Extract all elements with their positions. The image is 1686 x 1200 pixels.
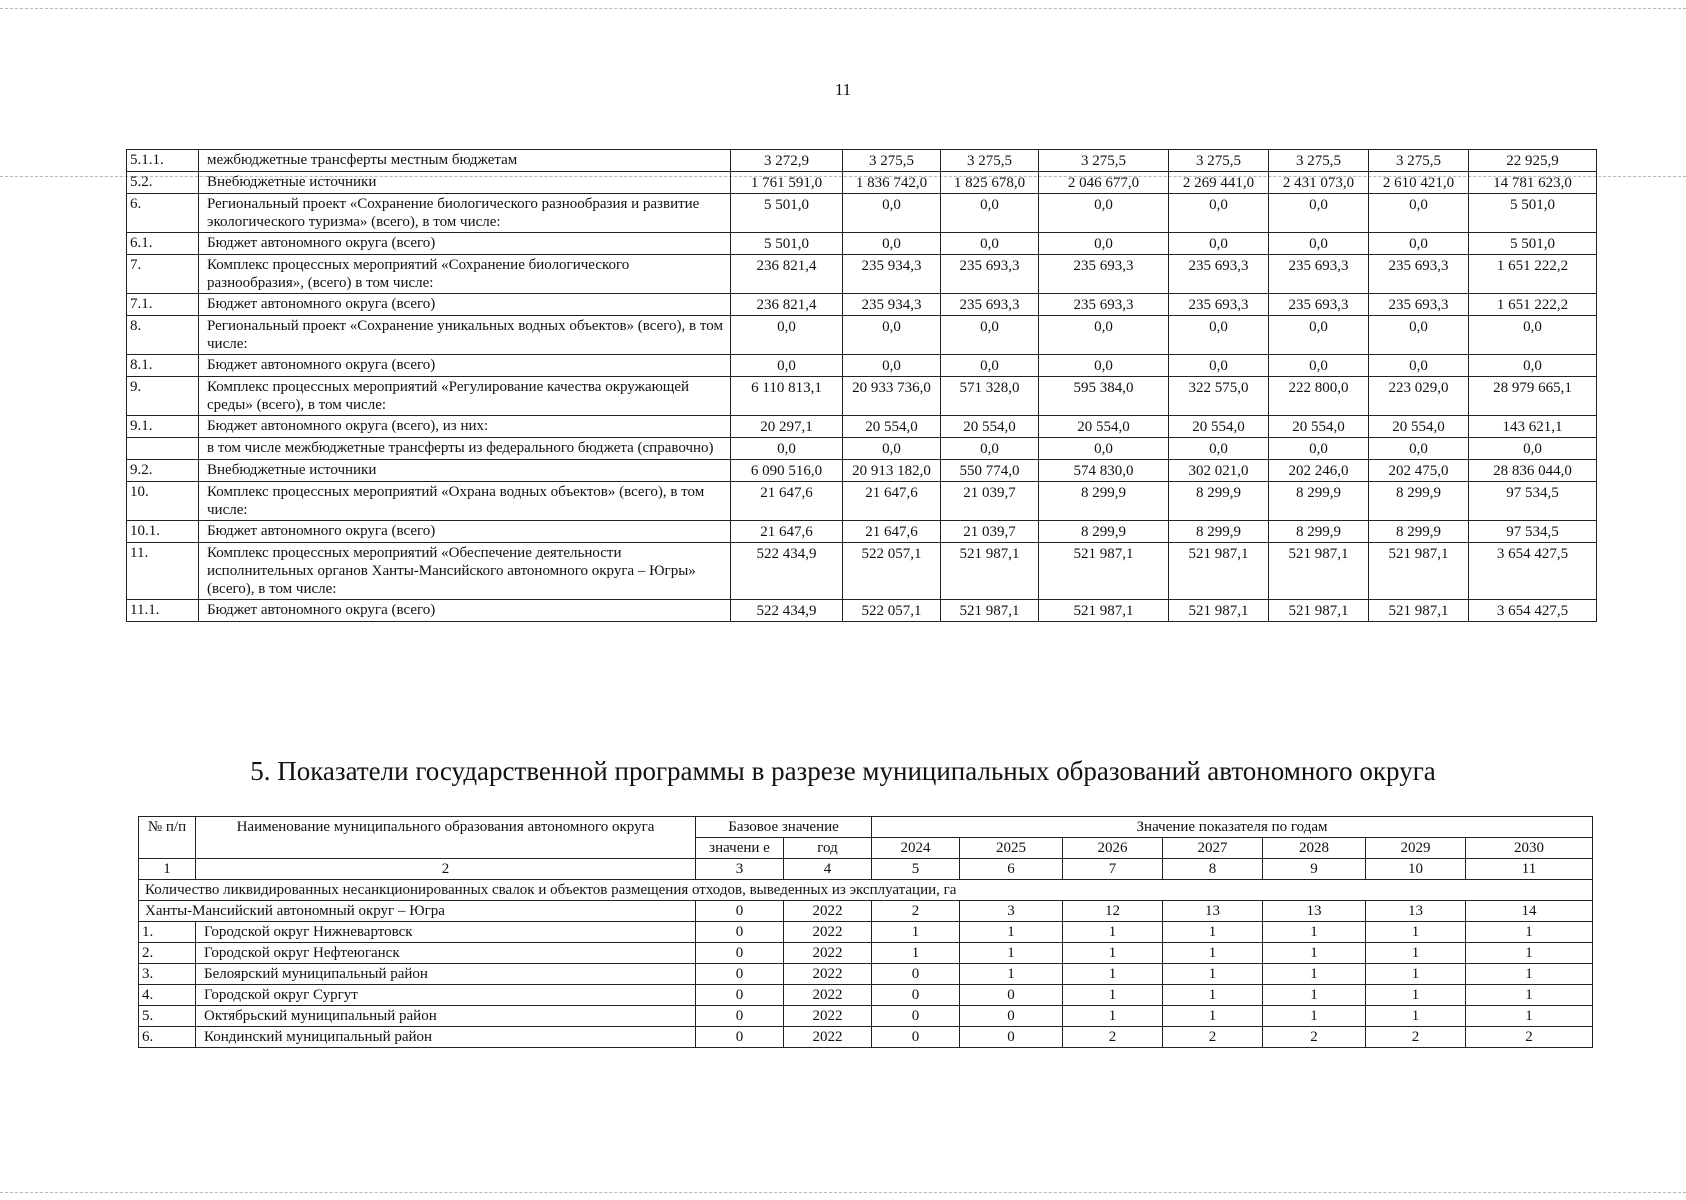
row-total: 97 534,5 xyxy=(1469,521,1597,543)
row-label: Бюджет автономного округа (всего) xyxy=(199,294,731,316)
municipality-value: 0 xyxy=(872,1006,960,1027)
row-value: 0,0 xyxy=(941,355,1039,377)
municipality-row xyxy=(139,964,1593,985)
row-total: 0,0 xyxy=(1469,355,1597,377)
row-value: 0,0 xyxy=(1269,233,1369,255)
municipality-value: 0 xyxy=(696,964,784,985)
row-value: 0,0 xyxy=(1039,233,1169,255)
row-value: 222 800,0 xyxy=(1269,377,1369,416)
municipality-value: 0 xyxy=(872,1027,960,1048)
row-value: 3 275,5 xyxy=(1039,150,1169,172)
row-total: 14 781 623,0 xyxy=(1469,172,1597,194)
municipality-value: 1 xyxy=(1263,922,1366,943)
row-value: 0,0 xyxy=(1269,355,1369,377)
funding-row xyxy=(127,543,1597,600)
page-number: 11 xyxy=(834,80,852,99)
row-value: 0,0 xyxy=(731,438,843,460)
row-value: 8 299,9 xyxy=(1269,521,1369,543)
row-code: 6.1. xyxy=(127,233,199,255)
municipality-value: 1 xyxy=(1366,922,1466,943)
row-code: 7. xyxy=(127,255,199,294)
row-value: 21 647,6 xyxy=(731,521,843,543)
funding-row xyxy=(127,600,1597,622)
row-value: 0,0 xyxy=(1169,438,1269,460)
column-number: 3 xyxy=(696,859,784,880)
row-value: 322 575,0 xyxy=(1169,377,1269,416)
municipality-value: 1 xyxy=(1163,985,1263,1006)
row-value: 6 090 516,0 xyxy=(731,460,843,482)
row-value: 8 299,9 xyxy=(1369,482,1469,521)
row-value: 0,0 xyxy=(1369,316,1469,355)
row-value: 595 384,0 xyxy=(1039,377,1169,416)
municipality-value: 1 xyxy=(1366,964,1466,985)
header-year-2024: 2024 xyxy=(872,838,960,859)
header-year-2029: 2029 xyxy=(1366,838,1466,859)
row-label: Региональный проект «Сохранение биологического разнообразия и развитие экологического туризма» (всего), в том числе: xyxy=(199,194,731,233)
row-total: 0,0 xyxy=(1469,316,1597,355)
row-label: Комплекс процессных мероприятий «Охрана водных объектов» (всего), в том числе: xyxy=(199,482,731,521)
row-value: 0,0 xyxy=(1039,438,1169,460)
municipality-num: 4. xyxy=(139,985,196,1006)
municipality-value: 1 xyxy=(1163,1006,1263,1027)
municipality-value: 0 xyxy=(960,1027,1063,1048)
municipality-value: 1 xyxy=(1263,943,1366,964)
row-value: 20 913 182,0 xyxy=(843,460,941,482)
column-number: 1 xyxy=(139,859,196,880)
municipality-value: 2022 xyxy=(784,922,872,943)
municipality-value: 1 xyxy=(872,922,960,943)
row-code: 7.1. xyxy=(127,294,199,316)
municipality-num: 1. xyxy=(139,922,196,943)
municipality-value: 1 xyxy=(1466,1006,1593,1027)
row-value: 521 987,1 xyxy=(1169,600,1269,622)
row-value: 21 039,7 xyxy=(941,521,1039,543)
row-value: 1 825 678,0 xyxy=(941,172,1039,194)
row-value: 0,0 xyxy=(1369,194,1469,233)
municipality-value: 0 xyxy=(960,985,1063,1006)
header-by-years: Значение показателя по годам xyxy=(872,817,1593,838)
row-value: 521 987,1 xyxy=(1039,543,1169,600)
header-year-2025: 2025 xyxy=(960,838,1063,859)
row-label: в том числе межбюджетные трансферты из федерального бюджета (справочно) xyxy=(199,438,731,460)
row-value: 0,0 xyxy=(843,316,941,355)
indicator-title: Количество ликвидированных несанкционированных свалок и объектов размещения отходов, выведенных из эксплуатации, га xyxy=(139,880,1593,901)
funding-row xyxy=(127,172,1597,194)
column-number: 4 xyxy=(784,859,872,880)
row-total: 28 836 044,0 xyxy=(1469,460,1597,482)
row-value: 20 554,0 xyxy=(1169,416,1269,438)
municipality-value: 0 xyxy=(872,964,960,985)
row-value: 235 693,3 xyxy=(941,294,1039,316)
row-total: 3 654 427,5 xyxy=(1469,600,1597,622)
row-code: 9.1. xyxy=(127,416,199,438)
row-value: 0,0 xyxy=(1269,316,1369,355)
funding-row xyxy=(127,255,1597,294)
funding-row xyxy=(127,233,1597,255)
row-value: 0,0 xyxy=(1269,438,1369,460)
header-year-2027: 2027 xyxy=(1163,838,1263,859)
indicator-title-row xyxy=(139,880,1593,901)
row-value: 0,0 xyxy=(1269,194,1369,233)
municipality-value: 0 xyxy=(696,1006,784,1027)
funding-row xyxy=(127,194,1597,233)
row-value: 521 987,1 xyxy=(1369,543,1469,600)
row-value: 3 275,5 xyxy=(941,150,1039,172)
column-number: 11 xyxy=(1466,859,1593,880)
row-value: 521 987,1 xyxy=(941,600,1039,622)
funding-row xyxy=(127,355,1597,377)
row-value: 235 934,3 xyxy=(843,255,941,294)
row-total: 1 651 222,2 xyxy=(1469,255,1597,294)
row-value: 1 836 742,0 xyxy=(843,172,941,194)
row-label: Внебюджетные источники xyxy=(199,460,731,482)
row-value: 8 299,9 xyxy=(1269,482,1369,521)
indicators-header-row-1 xyxy=(139,817,1593,838)
column-number: 7 xyxy=(1063,859,1163,880)
column-number: 10 xyxy=(1366,859,1466,880)
row-value: 2 046 677,0 xyxy=(1039,172,1169,194)
row-value: 1 761 591,0 xyxy=(731,172,843,194)
header-base-value: Базовое значение xyxy=(696,817,872,838)
municipality-value: 2 xyxy=(1263,1027,1366,1048)
row-value: 235 693,3 xyxy=(1369,294,1469,316)
municipality-value: 1 xyxy=(1466,985,1593,1006)
row-value: 3 272,9 xyxy=(731,150,843,172)
row-label: Бюджет автономного округа (всего), из них: xyxy=(199,416,731,438)
funding-row xyxy=(127,460,1597,482)
municipality-value: 0 xyxy=(696,985,784,1006)
column-numbers-row xyxy=(139,859,1593,880)
row-value: 5 501,0 xyxy=(731,194,843,233)
municipality-name: Кондинский муниципальный район xyxy=(196,1027,696,1048)
row-label: Внебюджетные источники xyxy=(199,172,731,194)
funding-row xyxy=(127,294,1597,316)
funding-row xyxy=(127,438,1597,460)
municipality-row xyxy=(139,985,1593,1006)
row-value: 3 275,5 xyxy=(1169,150,1269,172)
municipality-name: Октябрьский муниципальный район xyxy=(196,1006,696,1027)
indicators-table xyxy=(138,816,1593,1048)
municipality-value: 1 xyxy=(960,922,1063,943)
funding-row xyxy=(127,416,1597,438)
row-value: 0,0 xyxy=(1369,233,1469,255)
row-value: 236 821,4 xyxy=(731,255,843,294)
row-value: 235 693,3 xyxy=(1369,255,1469,294)
municipality-num: 3. xyxy=(139,964,196,985)
section-title: 5. Показатели государственной программы в разрезе муниципальных образований автономного округа xyxy=(250,756,1436,786)
row-value: 0,0 xyxy=(843,438,941,460)
row-value: 0,0 xyxy=(1169,355,1269,377)
row-label: Комплекс процессных мероприятий «Регулирование качества окружающей среды» (всего), в том числе: xyxy=(199,377,731,416)
municipality-value: 1 xyxy=(1263,985,1366,1006)
row-value: 8 299,9 xyxy=(1169,521,1269,543)
row-value: 6 110 813,1 xyxy=(731,377,843,416)
scan-edge-top xyxy=(0,8,1686,9)
row-total: 5 501,0 xyxy=(1469,194,1597,233)
column-number: 6 xyxy=(960,859,1063,880)
row-value: 3 275,5 xyxy=(1269,150,1369,172)
total-row-value: 13 xyxy=(1163,901,1263,922)
row-value: 302 021,0 xyxy=(1169,460,1269,482)
municipality-value: 2 xyxy=(1063,1027,1163,1048)
row-value: 0,0 xyxy=(1169,194,1269,233)
row-value: 235 693,3 xyxy=(941,255,1039,294)
municipality-value: 0 xyxy=(696,1027,784,1048)
row-value: 20 554,0 xyxy=(1039,416,1169,438)
total-row-value: 2 xyxy=(872,901,960,922)
row-value: 2 269 441,0 xyxy=(1169,172,1269,194)
row-value: 574 830,0 xyxy=(1039,460,1169,482)
municipality-value: 1 xyxy=(1063,1006,1163,1027)
municipality-name: Городской округ Нижневартовск xyxy=(196,922,696,943)
municipality-value: 1 xyxy=(1163,922,1263,943)
municipality-value: 2022 xyxy=(784,964,872,985)
row-value: 0,0 xyxy=(843,355,941,377)
municipality-value: 0 xyxy=(960,1006,1063,1027)
header-year: год xyxy=(784,838,872,859)
municipality-value: 1 xyxy=(1063,985,1163,1006)
row-value: 235 693,3 xyxy=(1039,294,1169,316)
row-label: Бюджет автономного округа (всего) xyxy=(199,355,731,377)
row-value: 20 554,0 xyxy=(1369,416,1469,438)
funding-row xyxy=(127,521,1597,543)
header-year-2028: 2028 xyxy=(1263,838,1366,859)
row-code: 5.1.1. xyxy=(127,150,199,172)
header-value: значени е xyxy=(696,838,784,859)
row-code: 10.1. xyxy=(127,521,199,543)
municipality-value: 2022 xyxy=(784,943,872,964)
municipality-value: 1 xyxy=(960,964,1063,985)
row-value: 521 987,1 xyxy=(1269,543,1369,600)
funding-table xyxy=(126,149,1597,622)
row-total: 3 654 427,5 xyxy=(1469,543,1597,600)
header-num: № п/п xyxy=(139,817,196,859)
municipality-value: 2 xyxy=(1163,1027,1263,1048)
row-value: 235 693,3 xyxy=(1169,255,1269,294)
municipality-row xyxy=(139,943,1593,964)
row-value: 521 987,1 xyxy=(1369,600,1469,622)
municipality-value: 1 xyxy=(1366,985,1466,1006)
row-total: 1 651 222,2 xyxy=(1469,294,1597,316)
row-value: 550 774,0 xyxy=(941,460,1039,482)
row-value: 522 057,1 xyxy=(843,543,941,600)
municipality-value: 1 xyxy=(1063,943,1163,964)
municipality-value: 1 xyxy=(1063,922,1163,943)
row-value: 521 987,1 xyxy=(1169,543,1269,600)
municipality-value: 0 xyxy=(696,922,784,943)
row-value: 20 554,0 xyxy=(843,416,941,438)
header-year-2030: 2030 xyxy=(1466,838,1593,859)
row-code: 8.1. xyxy=(127,355,199,377)
funding-row xyxy=(127,150,1597,172)
row-value: 3 275,5 xyxy=(843,150,941,172)
municipality-value: 1 xyxy=(1163,964,1263,985)
municipality-name: Белоярский муниципальный район xyxy=(196,964,696,985)
municipality-value: 0 xyxy=(872,985,960,1006)
column-number: 5 xyxy=(872,859,960,880)
row-value: 3 275,5 xyxy=(1369,150,1469,172)
row-value: 235 693,3 xyxy=(1039,255,1169,294)
row-value: 5 501,0 xyxy=(731,233,843,255)
row-label: межбюджетные трансферты местным бюджетам xyxy=(199,150,731,172)
funding-row xyxy=(127,377,1597,416)
municipality-num: 2. xyxy=(139,943,196,964)
column-number: 8 xyxy=(1163,859,1263,880)
row-value: 20 297,1 xyxy=(731,416,843,438)
row-value: 522 057,1 xyxy=(843,600,941,622)
municipality-value: 1 xyxy=(1063,964,1163,985)
total-row-value: 13 xyxy=(1366,901,1466,922)
row-value: 20 554,0 xyxy=(941,416,1039,438)
row-value: 522 434,9 xyxy=(731,543,843,600)
row-value: 0,0 xyxy=(1039,194,1169,233)
municipality-value: 1 xyxy=(1466,922,1593,943)
row-value: 0,0 xyxy=(1169,316,1269,355)
row-code: 11. xyxy=(127,543,199,600)
row-code: 11.1. xyxy=(127,600,199,622)
municipality-value: 1 xyxy=(1366,1006,1466,1027)
municipality-num: 6. xyxy=(139,1027,196,1048)
row-value: 0,0 xyxy=(941,438,1039,460)
row-total: 5 501,0 xyxy=(1469,233,1597,255)
row-value: 0,0 xyxy=(1369,355,1469,377)
row-value: 522 434,9 xyxy=(731,600,843,622)
row-value: 20 554,0 xyxy=(1269,416,1369,438)
municipality-value: 1 xyxy=(872,943,960,964)
row-value: 21 039,7 xyxy=(941,482,1039,521)
row-code: 9.2. xyxy=(127,460,199,482)
row-code: 9. xyxy=(127,377,199,416)
row-value: 571 328,0 xyxy=(941,377,1039,416)
header-year-2026: 2026 xyxy=(1063,838,1163,859)
municipality-value: 1 xyxy=(1263,964,1366,985)
row-value: 521 987,1 xyxy=(1269,600,1369,622)
row-label: Бюджет автономного округа (всего) xyxy=(199,521,731,543)
row-value: 202 246,0 xyxy=(1269,460,1369,482)
funding-row xyxy=(127,316,1597,355)
row-value: 0,0 xyxy=(843,194,941,233)
column-number: 2 xyxy=(196,859,696,880)
row-value: 0,0 xyxy=(1369,438,1469,460)
total-row xyxy=(139,901,1593,922)
total-row-value: 0 xyxy=(696,901,784,922)
row-value: 0,0 xyxy=(1039,316,1169,355)
municipality-value: 1 xyxy=(1263,1006,1366,1027)
row-total: 143 621,1 xyxy=(1469,416,1597,438)
municipality-row xyxy=(139,1006,1593,1027)
municipality-row xyxy=(139,1027,1593,1048)
row-value: 235 693,3 xyxy=(1269,294,1369,316)
header-name: Наименование муниципального образования автономного округа xyxy=(196,817,696,859)
row-value: 8 299,9 xyxy=(1169,482,1269,521)
row-value: 0,0 xyxy=(941,233,1039,255)
row-value: 223 029,0 xyxy=(1369,377,1469,416)
row-total: 28 979 665,1 xyxy=(1469,377,1597,416)
row-value: 21 647,6 xyxy=(843,482,941,521)
row-code: 10. xyxy=(127,482,199,521)
total-row-value: 2022 xyxy=(784,901,872,922)
row-code: 6. xyxy=(127,194,199,233)
row-code xyxy=(127,438,199,460)
total-row-value: 12 xyxy=(1063,901,1163,922)
municipality-value: 2022 xyxy=(784,1027,872,1048)
scan-edge-bottom xyxy=(0,1192,1686,1193)
row-label: Комплекс процессных мероприятий «Сохранение биологического разнообразия», (всего) в том числе: xyxy=(199,255,731,294)
municipality-value: 2022 xyxy=(784,985,872,1006)
row-value: 521 987,1 xyxy=(1039,600,1169,622)
row-code: 5.2. xyxy=(127,172,199,194)
row-value: 235 693,3 xyxy=(1169,294,1269,316)
row-value: 0,0 xyxy=(843,233,941,255)
total-row-value: 14 xyxy=(1466,901,1593,922)
municipality-value: 2022 xyxy=(784,1006,872,1027)
municipality-value: 0 xyxy=(696,943,784,964)
municipality-value: 1 xyxy=(1163,943,1263,964)
row-value: 8 299,9 xyxy=(1039,521,1169,543)
row-value: 8 299,9 xyxy=(1039,482,1169,521)
municipality-value: 1 xyxy=(1466,943,1593,964)
municipality-value: 1 xyxy=(1466,964,1593,985)
row-label: Бюджет автономного округа (всего) xyxy=(199,600,731,622)
row-value: 21 647,6 xyxy=(843,521,941,543)
row-value: 235 693,3 xyxy=(1269,255,1369,294)
row-value: 0,0 xyxy=(941,194,1039,233)
total-row-value: 13 xyxy=(1263,901,1366,922)
row-value: 2 431 073,0 xyxy=(1269,172,1369,194)
row-value: 0,0 xyxy=(1039,355,1169,377)
total-row-value: 3 xyxy=(960,901,1063,922)
municipality-value: 1 xyxy=(1366,943,1466,964)
municipality-name: Городской округ Сургут xyxy=(196,985,696,1006)
municipality-value: 2 xyxy=(1366,1027,1466,1048)
municipality-value: 2 xyxy=(1466,1027,1593,1048)
municipality-name: Городской округ Нефтеюганск xyxy=(196,943,696,964)
municipality-num: 5. xyxy=(139,1006,196,1027)
row-value: 236 821,4 xyxy=(731,294,843,316)
row-label: Бюджет автономного округа (всего) xyxy=(199,233,731,255)
row-value: 235 934,3 xyxy=(843,294,941,316)
row-value: 0,0 xyxy=(731,355,843,377)
row-total: 22 925,9 xyxy=(1469,150,1597,172)
municipality-row xyxy=(139,922,1593,943)
row-value: 8 299,9 xyxy=(1369,521,1469,543)
row-value: 0,0 xyxy=(941,316,1039,355)
total-row-name: Ханты-Мансийский автономный округ – Югра xyxy=(139,901,696,922)
row-label: Региональный проект «Сохранение уникальных водных объектов» (всего), в том числе: xyxy=(199,316,731,355)
row-value: 20 933 736,0 xyxy=(843,377,941,416)
row-code: 8. xyxy=(127,316,199,355)
row-value: 21 647,6 xyxy=(731,482,843,521)
row-total: 0,0 xyxy=(1469,438,1597,460)
row-total: 97 534,5 xyxy=(1469,482,1597,521)
row-value: 202 475,0 xyxy=(1369,460,1469,482)
municipality-value: 1 xyxy=(960,943,1063,964)
row-value: 521 987,1 xyxy=(941,543,1039,600)
row-value: 0,0 xyxy=(1169,233,1269,255)
column-number: 9 xyxy=(1263,859,1366,880)
row-value: 0,0 xyxy=(731,316,843,355)
funding-row xyxy=(127,482,1597,521)
row-label: Комплекс процессных мероприятий «Обеспечение деятельности исполнительных органов Ханты-Мансийского автономного округа – Югры» (всего), в том числе: xyxy=(199,543,731,600)
row-value: 2 610 421,0 xyxy=(1369,172,1469,194)
